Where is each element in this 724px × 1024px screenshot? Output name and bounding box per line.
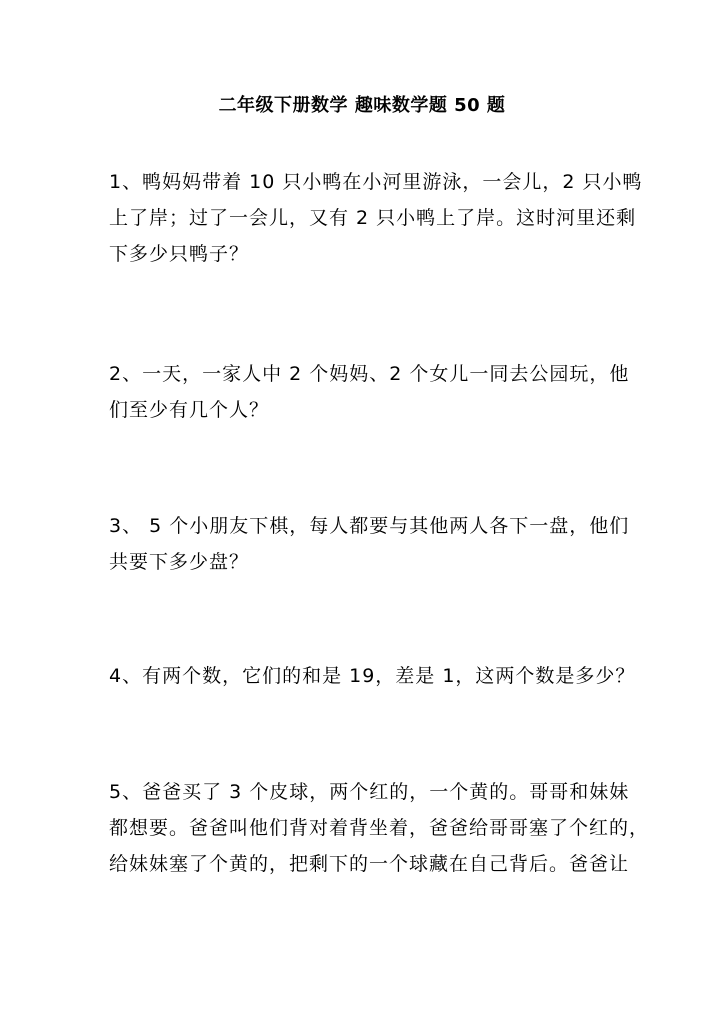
question-line: 2、一天，一家人中 2 个妈妈、2 个女儿一同去公园玩，他 xyxy=(109,363,630,385)
question-1 xyxy=(109,164,643,272)
document-title: 二年级下册数学 趣味数学题 50 题 xyxy=(218,95,506,116)
question-5 xyxy=(109,774,650,882)
question-4 xyxy=(109,658,636,694)
question-line: 给妹妹塞了个黄的，把剩下的一个球藏在自己背后。爸爸让 xyxy=(109,853,630,875)
question-line: 上了岸；过了一会儿，又有 2 只小鸭上了岸。这时河里还剩 xyxy=(109,207,637,229)
question-2 xyxy=(109,356,630,428)
question-line: 共要下多少盘？ xyxy=(109,551,250,573)
question-line: 下多少只鸭子？ xyxy=(109,243,250,265)
question-line: 都想要。爸爸叫他们背对着背坐着，爸爸给哥哥塞了个红的， xyxy=(109,817,650,839)
question-line: 3、 5 个小朋友下棋，每人都要与其他两人各下一盘，他们 xyxy=(109,515,630,537)
question-line: 们至少有几个人？ xyxy=(109,399,270,421)
question-line: 5、爸爸买了 3 个皮球，两个红的，一个黄的。哥哥和妹妹 xyxy=(109,781,630,803)
question-line: 4、有两个数，它们的和是 19，差是 1，这两个数是多少？ xyxy=(109,665,636,687)
question-line: 1、鸭妈妈带着 10 只小鸭在小河里游泳，一会儿，2 只小鸭 xyxy=(109,171,643,193)
question-3 xyxy=(109,508,630,580)
